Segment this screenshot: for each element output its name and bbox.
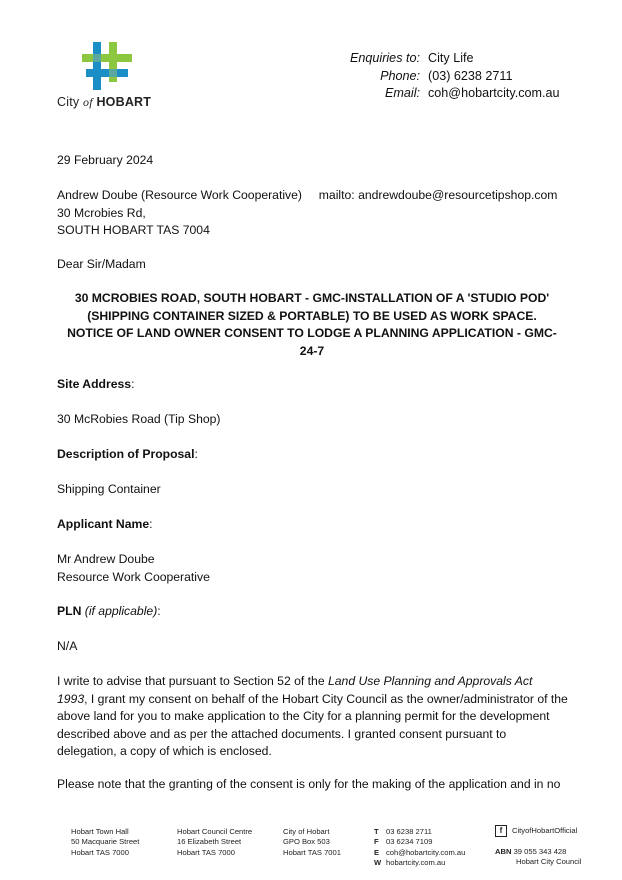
enquiries-value: City Life	[428, 51, 474, 65]
logo-wordmark	[57, 95, 151, 110]
letter-date: 29 February 2024	[57, 153, 154, 167]
salutation: Dear Sir/Madam	[57, 257, 146, 271]
paragraph-text: , I grant my consent on behalf of the Hobart City Council as the owner/administrator of the	[84, 691, 568, 706]
colon: :	[149, 517, 153, 531]
applicant-value	[57, 551, 567, 586]
footer-line: Hobart TAS 7000	[71, 847, 129, 857]
facebook-handle[interactable]: CityofHobartOfficial	[512, 826, 578, 835]
logo-hobart-text: HOBART	[96, 95, 152, 109]
act-year: 1993	[57, 691, 85, 706]
email-row	[310, 85, 585, 103]
recipient-email-link[interactable]: mailto: andrewdoube@resourcetipshop.com	[318, 188, 558, 202]
colon: :	[157, 604, 161, 618]
footer-fax	[374, 837, 465, 847]
letter-subject	[62, 290, 562, 360]
recipient-name: Andrew Doube (Resource Work Cooperative)	[57, 188, 302, 202]
recipient-address-1: 30 Mcrobies Rd,	[57, 205, 146, 220]
email-value: coh@hobartcity.com.au	[428, 86, 560, 100]
contact-key: E	[374, 847, 380, 857]
applicant-name: Mr Andrew Doube	[57, 552, 155, 566]
footer-contacts	[374, 827, 465, 868]
paragraph-line: above land for you to make application to the City for a planning permit for the development	[57, 709, 550, 723]
abn-label: ABN	[495, 847, 512, 856]
enquiries-row	[310, 50, 585, 68]
footer-line: Hobart Town Hall	[71, 827, 129, 836]
note-paragraph: Please note that the granting of the consent is only for the making of the application and in no	[57, 777, 561, 791]
pln-note: (if applicable)	[84, 604, 158, 618]
colon: :	[194, 447, 198, 461]
paragraph-line: delegation, a copy of which is enclosed.	[57, 744, 272, 758]
recipient-block	[57, 187, 587, 240]
pln-heading	[57, 603, 567, 621]
enquiries-label: Enquiries to:	[349, 51, 420, 65]
paragraph-line	[57, 691, 577, 709]
footer-phone	[374, 827, 465, 837]
description-label: Description of Proposal	[57, 447, 195, 461]
site-address-value: 30 McRobies Road (Tip Shop)	[57, 412, 221, 426]
logo-city-text: City	[57, 95, 80, 109]
logo-of-text: of	[83, 95, 93, 109]
footer-council-centre	[177, 827, 252, 858]
footer-facebook[interactable]	[495, 825, 581, 837]
pln-label: PLN	[57, 604, 82, 618]
footer-line: City of Hobart	[283, 827, 330, 836]
phone-value: (03) 6238 2711	[428, 68, 513, 83]
footer-abn	[495, 847, 581, 857]
paragraph-text: I write to advise that pursuant to Section 52 of the	[57, 674, 328, 688]
footer-line: Hobart TAS 7000	[177, 847, 235, 857]
applicant-heading	[57, 516, 567, 534]
pln-value: N/A	[57, 639, 78, 653]
subject-line: NOTICE OF LAND OWNER CONSENT TO LODGE A PLANNING APPLICATION - GMC-	[67, 326, 557, 340]
abn-value: 39 055 343 428	[513, 847, 567, 856]
site-address-heading	[57, 376, 567, 394]
facebook-icon: f	[495, 825, 507, 837]
contact-value[interactable]: coh@hobartcity.com.au	[386, 847, 466, 857]
abn-name: Hobart City Council	[516, 857, 582, 867]
site-address-label: Site Address	[57, 377, 132, 391]
footer-postal	[283, 827, 341, 858]
footer-line: 16 Elizabeth Street	[177, 837, 242, 847]
description-value: Shipping Container	[57, 482, 161, 496]
subject-line: 30 MCROBIES ROAD, SOUTH HOBART - GMC-INSTALLATION OF A 'STUDIO POD'	[74, 291, 550, 305]
contact-key: W	[374, 857, 382, 867]
recipient-name-line	[57, 187, 587, 205]
contact-key: F	[374, 837, 379, 847]
city-of-hobart-logo-icon	[82, 42, 132, 90]
phone-label: Phone:	[380, 68, 420, 83]
consent-paragraph	[57, 673, 577, 761]
recipient-address-2: SOUTH HOBART TAS 7004	[57, 223, 210, 237]
footer-email	[374, 848, 465, 858]
footer-town-hall	[71, 827, 139, 858]
footer-line: Hobart TAS 7001	[283, 847, 341, 857]
footer-web	[374, 858, 465, 868]
subject-line: (SHIPPING CONTAINER SIZED & PORTABLE) TO BE USED AS WORK SPACE.	[87, 308, 537, 323]
email-label: Email:	[385, 86, 420, 100]
subject-line: 24-7	[299, 343, 325, 358]
paragraph-line: described above and as per the attached documents. I granted consent pursuant to	[57, 726, 507, 741]
contact-value[interactable]: hobartcity.com.au	[386, 857, 446, 867]
phone-row	[310, 68, 585, 86]
contact-key: T	[374, 827, 379, 836]
description-heading	[57, 446, 567, 464]
applicant-label: Applicant Name	[57, 517, 150, 531]
contact-value: 03 6234 7109	[386, 837, 433, 847]
applicant-organisation: Resource Work Cooperative	[57, 569, 210, 584]
footer-line: 50 Macquarie Street	[71, 837, 140, 847]
contact-value: 03 6238 2711	[386, 827, 432, 836]
footer-line: GPO Box 503	[283, 837, 330, 847]
footer-line: Hobart Council Centre	[177, 827, 253, 836]
footer-social	[495, 825, 581, 868]
colon: :	[131, 377, 135, 391]
act-name: Land Use Planning and Approvals Act	[328, 674, 533, 688]
enquiries-block	[310, 50, 585, 103]
paragraph-line	[57, 673, 577, 691]
